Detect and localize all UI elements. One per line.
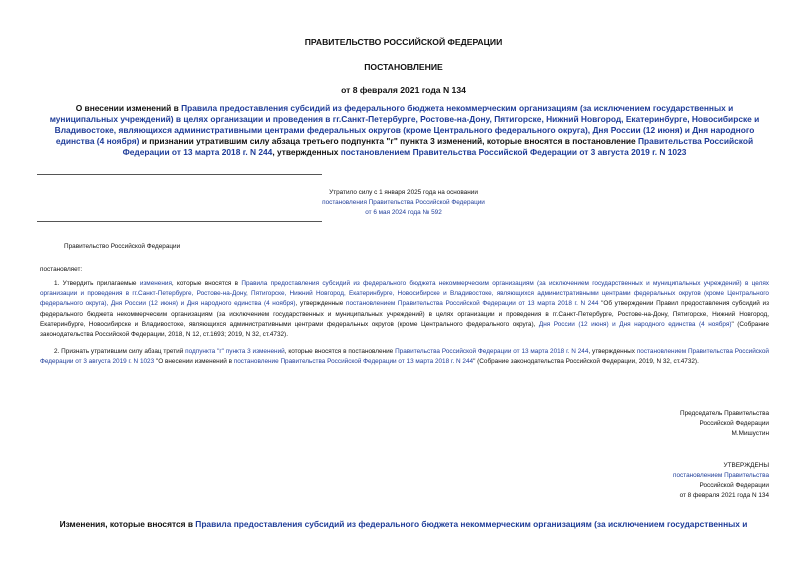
p2-text-e: " (Собрание законодательства Российской Федерации, 2019, N 32, ст.4732). — [473, 358, 699, 366]
title-decree-1023-link[interactable]: постановлением Правительства Российской Федерации от 3 августа 2019 г. N 1023 — [340, 147, 687, 157]
status-decree-date-link[interactable]: от 6 мая 2024 года № 592 — [365, 209, 442, 216]
p2-text-a: 2. Признать утратившим силу абзац третий — [54, 348, 186, 355]
signature-title: Председатель Правительства — [680, 410, 769, 417]
document-date-number: от 8 февраля 2021 года N 134 — [341, 85, 466, 95]
p1-text-a: 1. Утвердить прилагаемые — [54, 280, 140, 287]
title-prefix: О внесении изменений в — [75, 103, 182, 113]
status-note — [0, 188, 807, 218]
p1-text-e: " (Собрание законодательства Российской Федерации, 2018, N 12, ст.1693; 2019, N 32, ст.4732). — [40, 320, 770, 339]
approved-heading: УТВЕРЖДЕНЫ — [723, 462, 769, 469]
p1-text-d: "Об утверждении Правил предоставления субсидий из федерального бюджета некоммерческим организациям (за исключением государственных и муниципальных учреждений) в целях организации и проведения в гг.Санкт-Петербурге, Ростове-на-Дону, Пятигорске, Нижний Новгород, Екатеринбурге, Новосибирске и Владивостоке, являющихся административными центрами федеральных округов (кроме Центрального федерального округа), — [40, 300, 770, 328]
changes-heading-prefix: Изменения, которые вносятся в — [59, 519, 196, 529]
p1-holidays-link[interactable]: Дня России (12 июня) и Дня народного единства (4 ноября) — [538, 320, 732, 328]
divider-bottom — [37, 221, 322, 222]
issuer-text: Правительство Российской Федерации — [64, 243, 181, 250]
p1-decree-link[interactable]: постановлением Правительства Российской Федерации от 13 марта 2018 г. N 244 — [345, 300, 599, 308]
changes-heading — [0, 519, 807, 529]
title-middle: и признании утратившим силу абзаца третьего подпункта "г" пункта 3 изменений, которые вносятся в постановление — [139, 136, 639, 146]
approved-block — [673, 461, 769, 501]
resolves-text: постановляет: — [40, 266, 83, 273]
paragraph-1 — [40, 279, 769, 340]
status-decree-link[interactable]: постановления Правительства Российской Федерации — [322, 199, 485, 206]
title-middle2: , утвержденных — [272, 147, 341, 157]
p1-text-b: , которые вносятся в — [171, 280, 242, 287]
p1-rules-link[interactable]: Правила предоставления субсидий из федерального бюджета некоммерческим организациям (за исключением государственных и муниципальных учреждений) в целях организации и проведения в гг.Санкт-Петербурге, Ростове-на-Дону, Пятигорске, Нижний Новгород, Екатеринбурге, Новосибирске и Владивостоке, являющихся административными центрами федеральных округов (кроме Центрального федерального округа), Дня России (12 июня) и Дня народного единства (4 ноября) — [40, 280, 769, 308]
approved-decree-link[interactable]: постановлением Правительства — [673, 472, 769, 479]
p2-text-b: , которые вносятся в постановление — [284, 348, 396, 355]
p2-subpoint-link[interactable]: подпункта "г" пункта 3 изменений — [185, 348, 285, 355]
document-title — [42, 103, 767, 158]
approved-org: Российской Федерации — [699, 482, 769, 489]
divider-top — [37, 174, 322, 175]
approved-date: от 8 февраля 2021 года N 134 — [679, 492, 769, 499]
status-line: Утратило силу с 1 января 2025 года на основании — [329, 189, 478, 196]
p2-decree-244-link[interactable]: Правительства Российской Федерации от 13 марта 2018 г. N 244 — [395, 348, 589, 355]
title-rules-link[interactable]: Правила предоставления субсидий из федерального бюджета некоммерческим организациям (за исключением государственных и муниципальных учреждений) в целях организации и проведения в гг.Санкт-Петербурге, Ростове-на-Дону, Пятигорске, Нижний Новгород, Екатеринбурге, Новосибирске и Владивостоке, являющихся административными центрами федеральных округов (кроме Центрального федерального округа), Дня России (12 июня) и Дня народного единства (4 ноября) — [49, 103, 760, 146]
p1-changes-link[interactable]: изменения — [139, 280, 172, 287]
p2-decree-1023-link[interactable]: постановлением Правительства Российской Федерации от 3 августа 2019 г. N 1023 — [40, 348, 769, 366]
p2-text-d: "О внесении изменений в — [154, 358, 234, 366]
signature-block — [680, 409, 769, 439]
paragraph-2 — [40, 347, 769, 367]
signature-org: Российской Федерации — [699, 420, 769, 427]
document-type: ПОСТАНОВЛЕНИЕ — [364, 62, 443, 72]
p2-text-c: , утвержденных — [588, 348, 637, 355]
changes-rules-link[interactable]: Правила предоставления субсидий из федерального бюджета некоммерческим организациям (за исключением государственных и — [195, 519, 748, 529]
p1-text-c: , утвержденные — [295, 300, 346, 308]
signature-name: М.Мишустин — [731, 430, 769, 437]
government-heading: ПРАВИТЕЛЬСТВО РОССИЙСКОЙ ФЕДЕРАЦИИ — [304, 37, 503, 47]
p2-decree-244-title-link[interactable]: постановление Правительства Российской Федерации от 13 марта 2018 г. N 244 — [233, 358, 474, 366]
title-decree-244-link[interactable]: Правительства Российской Федерации от 13 марта 2018 г. N 244 — [122, 136, 754, 157]
